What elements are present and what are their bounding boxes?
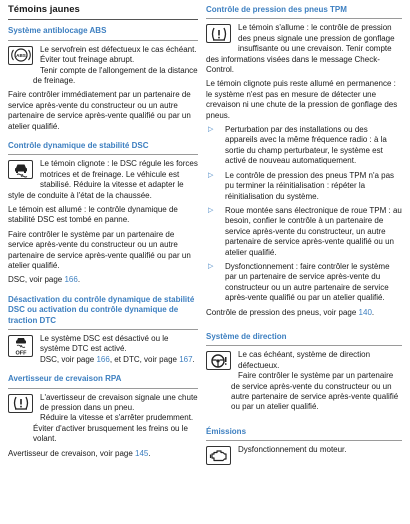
list-item: ▷ Dysfonctionnement : faire contrôler le système par un partenaire de service après-vente du constructeur ou un autre partenaire de service après-vente qualifié ou par un atelier qualifié. — [208, 261, 390, 303]
tpm-text-1: Le témoin s'allume : le contrôle de pression des pneus signale une pression de gonflage insuffisante ou une crevaison. Tenir compte des informations visées dans le message Check-Control. — [206, 23, 395, 75]
page-link[interactable]: 145 — [135, 448, 149, 458]
skidding-car-icon — [8, 160, 33, 179]
emissions-block — [206, 445, 402, 455]
triangle-bullet-icon: ▷ — [208, 126, 214, 134]
tpm-heading: Contrôle de pression des pneus TPM — [206, 5, 347, 14]
divider — [8, 19, 198, 20]
list-item: ▷ Le contrôle de pression des pneus TPM n'a pas pu terminer la réinitialisation : répéter la réinitialisation du système. — [208, 170, 395, 201]
divider — [8, 329, 198, 330]
tpm-block — [206, 23, 402, 75]
tire-pressure-icon — [206, 24, 231, 43]
rpa-block — [8, 393, 198, 445]
right-column — [206, 4, 402, 466]
dsc-see-also: DSC, voir page 166. — [8, 275, 81, 285]
steering-block — [206, 350, 402, 412]
dsc-off-block — [8, 334, 198, 365]
tpm-see-also: Contrôle de pression des pneus, voir page 140. — [206, 307, 375, 317]
abs-text-2: Faire contrôler immédiatement par un partenaire de service après-vente du constructeur ou un autre partenaire de service après-vente qualifié ou par un atelier qualifié. — [8, 90, 191, 131]
rpa-text-1: L'avertisseur de crevaison signale une chute de pression dans un pneu. — [40, 392, 198, 413]
page-link[interactable]: 166 — [64, 275, 78, 285]
left-column — [8, 4, 198, 459]
dsc-off-icon — [8, 335, 33, 357]
steering-text-1b: Faire contrôler le système par un partenaire de service après-vente du constructeur ou un autre partenaire de service après-vente qualifié ou par un atelier qualifié. — [231, 371, 399, 412]
divider — [8, 154, 198, 155]
abs-heading: Système antiblocage ABS — [8, 26, 107, 36]
abs-block — [8, 45, 198, 87]
dsc-block — [8, 159, 198, 201]
dsc-text-2: Le témoin est allumé : le contrôle dynamique de stabilité DSC est tombé en panne. — [8, 204, 178, 225]
abs-text-1b: Tenir compte de l'allongement de la distance de freinage. — [33, 65, 198, 85]
page-link[interactable]: 140 — [358, 307, 372, 317]
divider — [206, 345, 402, 346]
dsc-off-text-1: Le système DSC est désactivé ou le système DTC est activé. — [40, 334, 169, 354]
divider — [8, 388, 198, 389]
steering-text-1: Le cas échéant, système de direction défectueux. — [238, 350, 371, 370]
tpm-bullet-list — [206, 125, 402, 304]
rpa-heading: Avertisseur de crevaison RPA — [8, 374, 122, 384]
section-title: Témoins jaunes — [8, 4, 80, 15]
list-item: ▷ Roue montée sans électronique de roue TPM : au besoin, confier le contrôle à un partenaire de service après-vente du constructeur, un autre partenaire de service après-vente qualifié ou un atelier qualifié. — [208, 205, 402, 257]
tpm-text-2: Le témoin clignote puis reste allumé en permanence : le système n'est pas en mesure de détecter une crevaison ni une chute de la pression de gonflage des pneus. — [206, 79, 398, 120]
abs-text-1: Le servofrein est défectueux le cas échéant. Éviter tout freinage abrupt. — [40, 44, 197, 65]
triangle-bullet-icon: ▷ — [208, 206, 214, 214]
steering-heading: Système de direction — [206, 331, 287, 341]
divider — [8, 40, 198, 41]
svg-text:ABS: ABS — [15, 53, 26, 59]
engine-check-icon — [206, 446, 231, 465]
divider — [206, 440, 402, 441]
page-link[interactable]: 166 — [96, 354, 110, 364]
rpa-text-1b: Réduire la vitesse et s'arrêter prudemment. Éviter d'activer brusquement les freins ou le volant. — [33, 413, 194, 444]
abs-icon — [8, 46, 33, 65]
list-item: ▷ Perturbation par des installations ou des appareils avec la même fréquence radio : à la sortie du champ perturbateur, le système est activé de nouveau automatiquement. — [208, 125, 387, 166]
dsc-text-1: Le témoin clignote : le DSC régule les forces motrices et de freinage. Le véhicule est stabilisé. Réduire la vitesse et adapter le style de conduite à l'état de la chaussée. — [8, 159, 198, 200]
dsc-text-3: Faire contrôler le système par un partenaire de service après-vente du constructeur ou un autre partenaire de service après-vente qualifié ou par un atelier qualifié. — [8, 229, 191, 271]
emissions-heading: Émissions — [206, 426, 247, 436]
triangle-bullet-icon: ▷ — [208, 262, 214, 270]
page-link[interactable]: 167 — [179, 354, 193, 364]
dsc-off-see-also: DSC, voir page 166, et DTC, voir page 167. — [40, 354, 195, 364]
dsc-off-heading: Désactivation du contrôle dynamique de stabilité DSC ou activation du contrôle dynamique de traction DTC — [8, 294, 195, 325]
svg-text:OFF: OFF — [15, 350, 26, 357]
rpa-see-also: Avertisseur de crevaison, voir page 145. — [8, 448, 151, 458]
divider — [206, 18, 402, 19]
triangle-bullet-icon: ▷ — [208, 171, 214, 179]
dsc-heading: Contrôle dynamique de stabilité DSC — [8, 140, 149, 150]
tire-pressure-icon — [8, 394, 33, 413]
steering-wheel-warning-icon — [206, 351, 231, 370]
emissions-text-1: Dysfonctionnement du moteur. — [238, 445, 347, 455]
